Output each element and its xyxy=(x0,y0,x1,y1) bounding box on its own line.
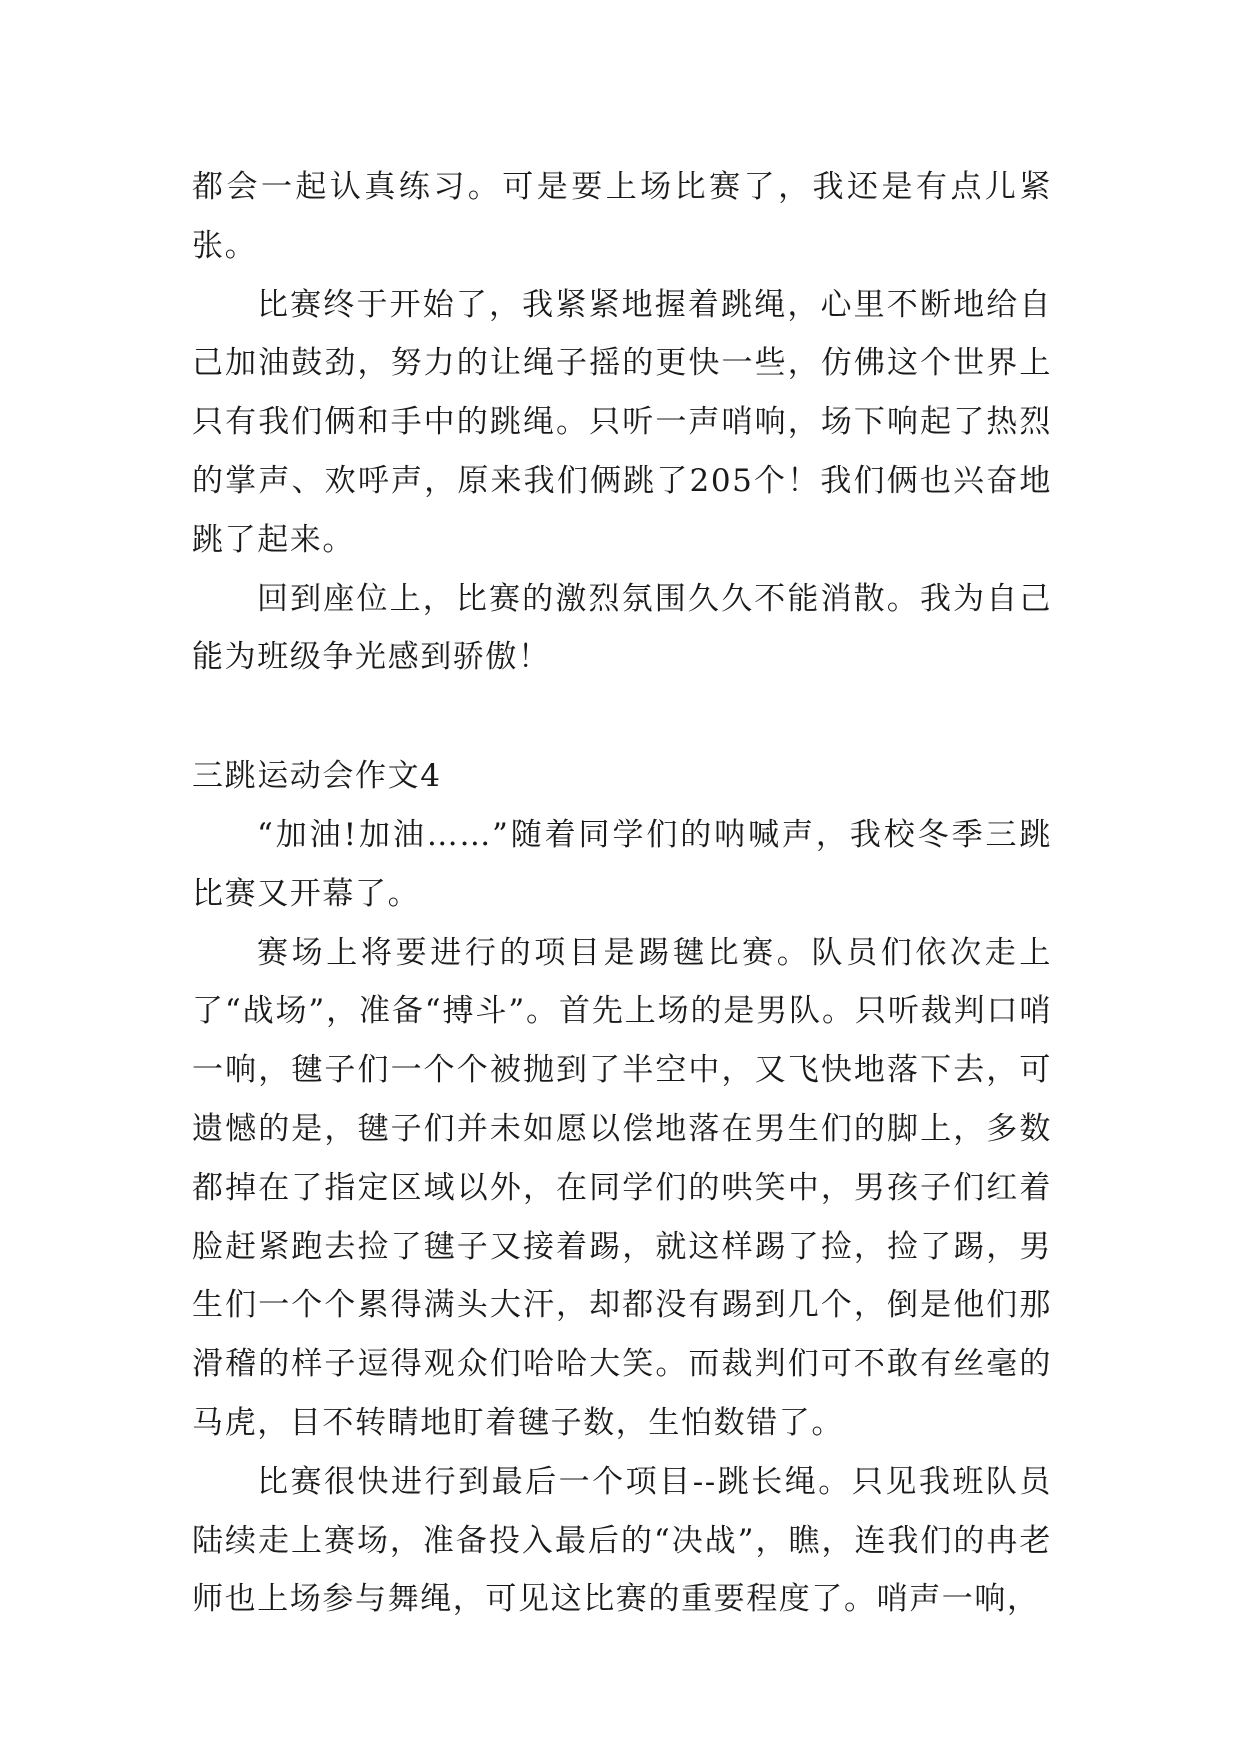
document-page xyxy=(192,158,1052,1629)
paragraph-5: 赛场上将要进行的项目是踢毽比赛。队员们依次走上了“战场”，准备“搏斗”。首先上场的是男队。只听裁判口哨一响，毽子们一个个被抛到了半空中，又飞快地落下去，可遗憾的是，毽子们并未如愿以偿地落在男生们的脚上，多数都掉在了指定区域以外，在同学们的哄笑中，男孩子们红着脸赶紧跑去捡了毽子又接着踢，就这样踢了捡，捡了踢，男生们一个个累得满头大汗，却都没有踢到几个，倒是他们那滑稽的样子逗得观众们哈哈大笑。而裁判们可不敢有丝毫的马虎，目不转睛地盯着毽子数，生怕数错了。 xyxy=(192,934,1052,1441)
paragraph-4: “加油!加油……”随着同学们的呐喊声，我校冬季三跳比赛又开幕了。 xyxy=(192,816,1052,912)
section-heading: 三跳运动会作文4 xyxy=(192,758,442,795)
paragraph-1: 都会一起认真练习。可是要上场比赛了，我还是有点儿紧张。 xyxy=(192,169,1052,264)
paragraph-6: 比赛很快进行到最后一个项目--跳长绳。只见我班队员陆续走上赛场，准备投入最后的“决战”，瞧，连我们的冉老师也上场参与舞绳，可见这比赛的重要程度了。哨声一响， xyxy=(192,1463,1052,1618)
paragraph-3: 回到座位上，比赛的激烈氛围久久不能消散。我为自己能为班级争光感到骄傲！ xyxy=(192,580,1052,676)
paragraph-2: 比赛终于开始了，我紧紧地握着跳绳，心里不断地给自己加油鼓劲，努力的让绳子摇的更快一些，仿佛这个世界上只有我们俩和手中的跳绳。只听一声哨响，场下响起了热烈的掌声、欢呼声，原来我们俩跳了205个！我们俩也兴奋地跳了起来。 xyxy=(192,286,1052,558)
section-spacer xyxy=(192,687,1052,747)
